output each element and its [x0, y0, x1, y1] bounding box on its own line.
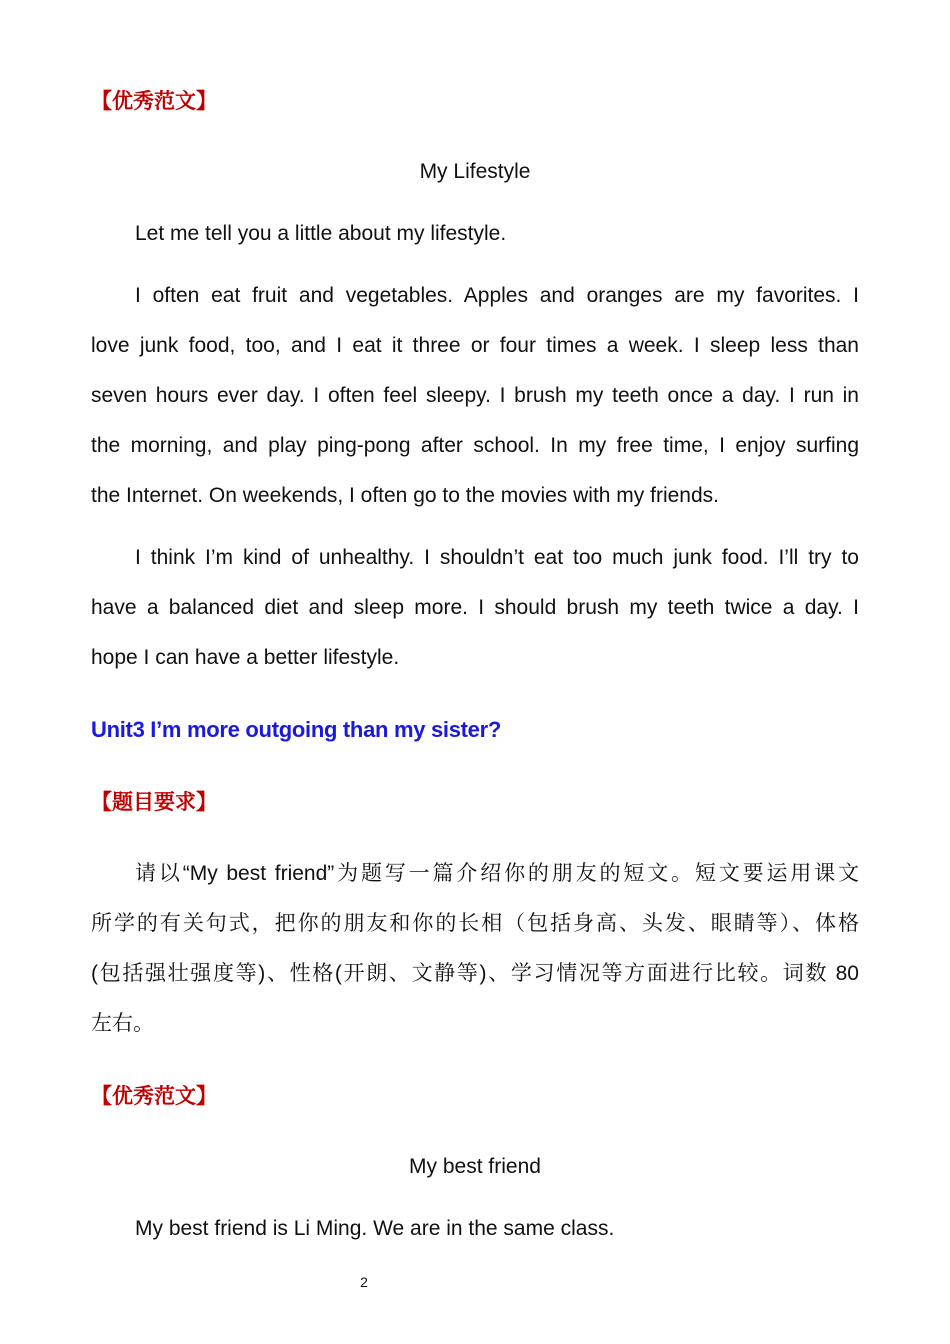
essay-title: My Lifestyle: [419, 160, 531, 183]
essay-title: My best friend: [409, 1155, 541, 1178]
paragraph-line: My best friend is Li Ming. We are in the same class.: [135, 1217, 615, 1240]
paragraph-line: love junk food, too, and I eat it three or four times a week. I sleep less than: [91, 334, 859, 357]
requirement-line: 请以“My best friend”为题写一篇介绍你的朋友的短文。短文要运用课文: [135, 862, 859, 885]
paragraph-line: the morning, and play ping-pong after school. In my free time, I enjoy surfing: [91, 434, 859, 457]
paragraph-line: hope I can have a better lifestyle.: [91, 646, 400, 669]
page-number: 2: [360, 1274, 368, 1290]
paragraph-line: Let me tell you a little about my lifestyle.: [135, 222, 507, 245]
section-label-requirements: 【题目要求】: [91, 791, 217, 814]
paragraph-line: the Internet. On weekends, I often go to the movies with my friends.: [91, 484, 719, 507]
paragraph-line: have a balanced diet and sleep more. I should brush my teeth twice a day. I: [91, 596, 859, 619]
requirement-line: 左右。: [91, 1012, 154, 1035]
paragraph-line: I often eat fruit and vegetables. Apples and oranges are my favorites. I: [135, 284, 859, 307]
paragraph-line: seven hours ever day. I often feel sleepy. I brush my teeth once a day. I run in: [91, 384, 859, 407]
requirement-line: 所学的有关句式，把你的朋友和你的长相（包括身高、头发、眼睛等）、体格: [91, 912, 859, 935]
unit-title: Unit3 I’m more outgoing than my sister?: [91, 717, 502, 742]
paragraph-line: I think I’m kind of unhealthy. I shouldn’t eat too much junk food. I’ll try to: [135, 546, 859, 569]
section-label-excellent-essay: 【优秀范文】: [91, 1085, 217, 1108]
requirement-line: (包括强壮强度等)、性格(开朗、文静等)、学习情况等方面进行比较。词数 80: [91, 962, 859, 985]
section-label-excellent-essay: 【优秀范文】: [91, 90, 217, 113]
